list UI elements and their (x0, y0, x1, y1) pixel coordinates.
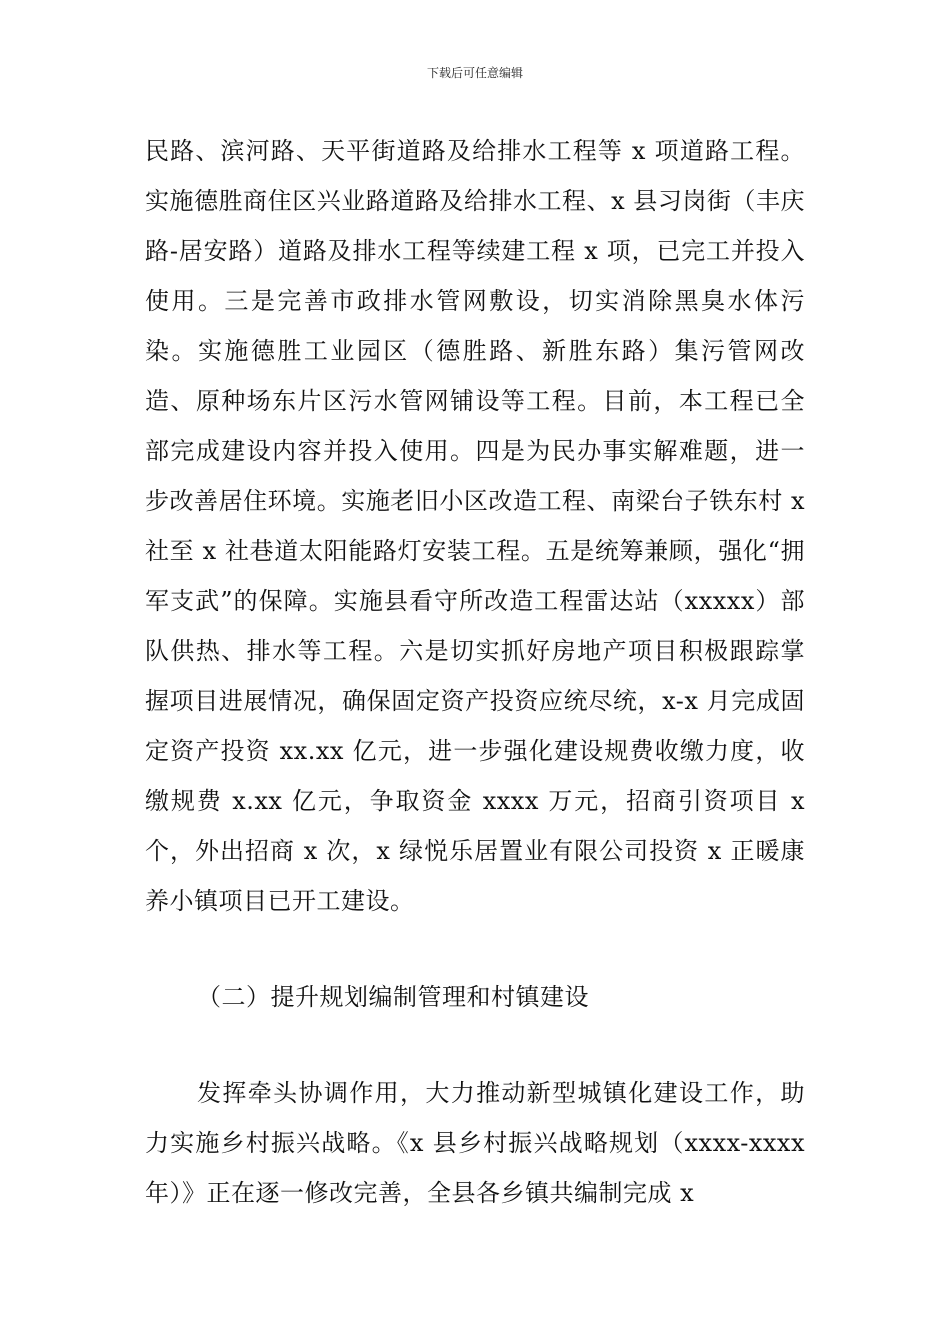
page-header: 下载后可任意编辑 (426, 66, 523, 80)
section-heading: （二）提升规划编制管理和村镇建设 (197, 983, 589, 1011)
paragraph-1: 民路、滨河路、天平街道路及给排水工程等 x 项道路工程。实施德胜商住区兴业路道路及给排水工程、x 县习岗街（丰庆路-居安路）道路及排水工程等续建工程 x 项，已完工并投入使用。三是完善市政排水管网敷设，切实消除黑臭水体污染。实施德胜工业园区（德胜路、新胜东路）集污管网改造、原种场东片区污水管网铺设等工程。目前，本工程已全部完成建设内容并投入使用。四是为民办事实解难题，进一步改善居住环境。实施老旧小区改造工程、南梁台子铁东村 x 社至 x 社巷道太阳能路灯安装工程。五是统筹兼顾，强化“拥军支武”的保障。实施县看守所改造工程雷达站（xxxxx）部队供热、排水等工程。六是切实抓好房地产项目积极跟踪掌握项目进展情况，确保固定资产投资应统尽统，x-x 月完成固定资产投资 xx.xx 亿元，进一步强化建设规费收缴力度，收缴规费 x.xx 亿元，争取资金 xxxx 万元，招商引资项目 x 个，外出招商 x 次，x 绿悦乐居置业有限公司投资 x 正暖康养小镇项目已开工建设。 (145, 137, 805, 915)
paragraph-2: 发挥牵头协调作用，大力推动新型城镇化建设工作，助力实施乡村振兴战略。《x 县乡村振兴战略规划（xxxx-xxxx 年）》正在逐一修改完善，全县各乡镇共编制完成 x (145, 1079, 805, 1207)
document-body (145, 126, 805, 1218)
